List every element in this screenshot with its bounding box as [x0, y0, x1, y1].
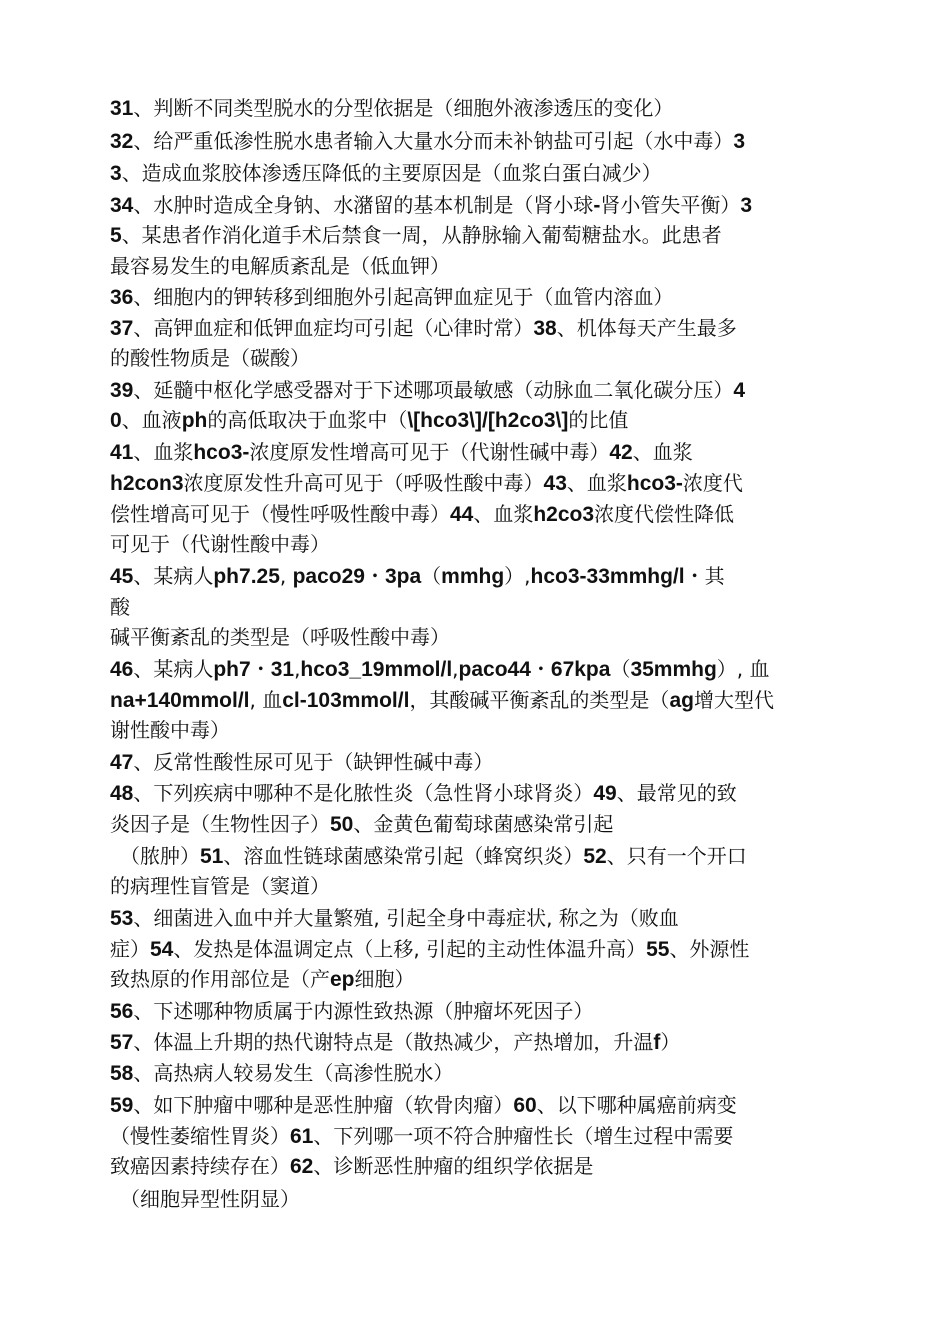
text-line: 34、水肿时造成全身钠、水潴留的基本机制是（肾小球-肾小管失平衡）3: [110, 193, 753, 217]
text-line: 47、反常性酸性尿可见于（缺钾性碱中毒）: [110, 750, 494, 774]
text-line: （细胞异型性阴显）: [120, 1187, 300, 1211]
text-line: 谢性酸中毒）: [110, 718, 230, 742]
text-line: 37、高钾血症和低钾血症均可引起（心律时常）38、机体每天产生最多: [110, 316, 737, 340]
text-line: 偿性增高可见于（慢性呼吸性酸中毒）44、血浆h2co3浓度代偿性降低: [110, 502, 735, 526]
text-line: 46、某病人ph7・31,hco3_19mmol/l,paco44・67kpa（35mmhg）, 血: [110, 657, 770, 681]
text-line: 36、细胞内的钾转移到细胞外引起高钾血症见于（血管内溶血）: [110, 285, 674, 309]
text-line: 可见于（代谢性酸中毒）: [110, 532, 330, 556]
text-line: 致热原的作用部位是（产ep细胞）: [110, 967, 415, 991]
text-line: 56、下述哪种物质属于内源性致热源（肿瘤坏死因子）: [110, 999, 594, 1023]
text-line: 5、某患者作消化道手术后禁食一周，从静脉输入葡萄糖盐水。此患者: [110, 223, 722, 247]
text-line: na+140mmol/l, 血cl-103mmol/l，其酸碱平衡紊乱的类型是（ag增大型代: [110, 688, 774, 712]
text-line: 致癌因素持续存在）62、诊断恶性肿瘤的组织学依据是: [110, 1154, 594, 1178]
text-line: 症）54、发热是体温调定点（上移, 引起的主动性体温升高）55、外源性: [110, 937, 750, 961]
text-line: 53、细菌进入血中并大量繁殖, 引起全身中毒症状, 称之为（败血: [110, 906, 679, 930]
text-line: （慢性萎缩性胃炎）61、下列哪一项不符合肿瘤性长（增生过程中需要: [110, 1124, 734, 1148]
text-line: 32、给严重低渗性脱水患者输入大量水分而未补钠盐可引起（水中毒）3: [110, 129, 746, 153]
text-line: 的病理性盲管是（窦道）: [110, 874, 330, 898]
text-line: 的酸性物质是（碳酸）: [110, 346, 310, 370]
text-line: 45、某病人ph7.25, paco29・3pa（mmhg）,hco3-33mmhg/l・其: [110, 564, 725, 588]
text-line: 炎因子是（生物性因子）50、金黄色葡萄球菌感染常引起: [110, 812, 614, 836]
text-line: 酸: [110, 595, 130, 619]
text-line: 48、下列疾病中哪种不是化脓性炎（急性肾小球肾炎）49、最常见的致: [110, 781, 737, 805]
text-line: 57、体温上升期的热代谢特点是（散热减少，产热增加，升温f）: [110, 1030, 681, 1054]
text-line: （脓肿）51、溶血性链球菌感染常引起（蜂窝织炎）52、只有一个开口: [120, 844, 747, 868]
text-line: 59、如下肿瘤中哪种是恶性肿瘤（软骨肉瘤）60、以下哪种属癌前病变: [110, 1093, 737, 1117]
text-line: 碱平衡紊乱的类型是（呼吸性酸中毒）: [110, 625, 450, 649]
text-line: 0、血液ph的高低取决于血浆中（\[hco3\]/[h2co3\]的比值: [110, 408, 629, 432]
text-line: 41、血浆hco3-浓度原发性增高可见于（代谢性碱中毒）42、血浆: [110, 440, 693, 464]
text-line: 39、延髓中枢化学感受器对于下述哪项最敏感（动脉血二氧化碳分压）4: [110, 378, 746, 402]
text-line: 31、判断不同类型脱水的分型依据是（细胞外液渗透压的变化）: [110, 96, 674, 120]
text-line: 最容易发生的电解质紊乱是（低血钾）: [110, 254, 450, 278]
text-line: 3、造成血浆胶体渗透压降低的主要原因是（血浆白蛋白减少）: [110, 161, 662, 185]
text-line: 58、高热病人较易发生（高渗性脱水）: [110, 1061, 454, 1085]
text-line: h2con3浓度原发性升高可见于（呼吸性酸中毒）43、血浆hco3-浓度代: [110, 471, 743, 495]
